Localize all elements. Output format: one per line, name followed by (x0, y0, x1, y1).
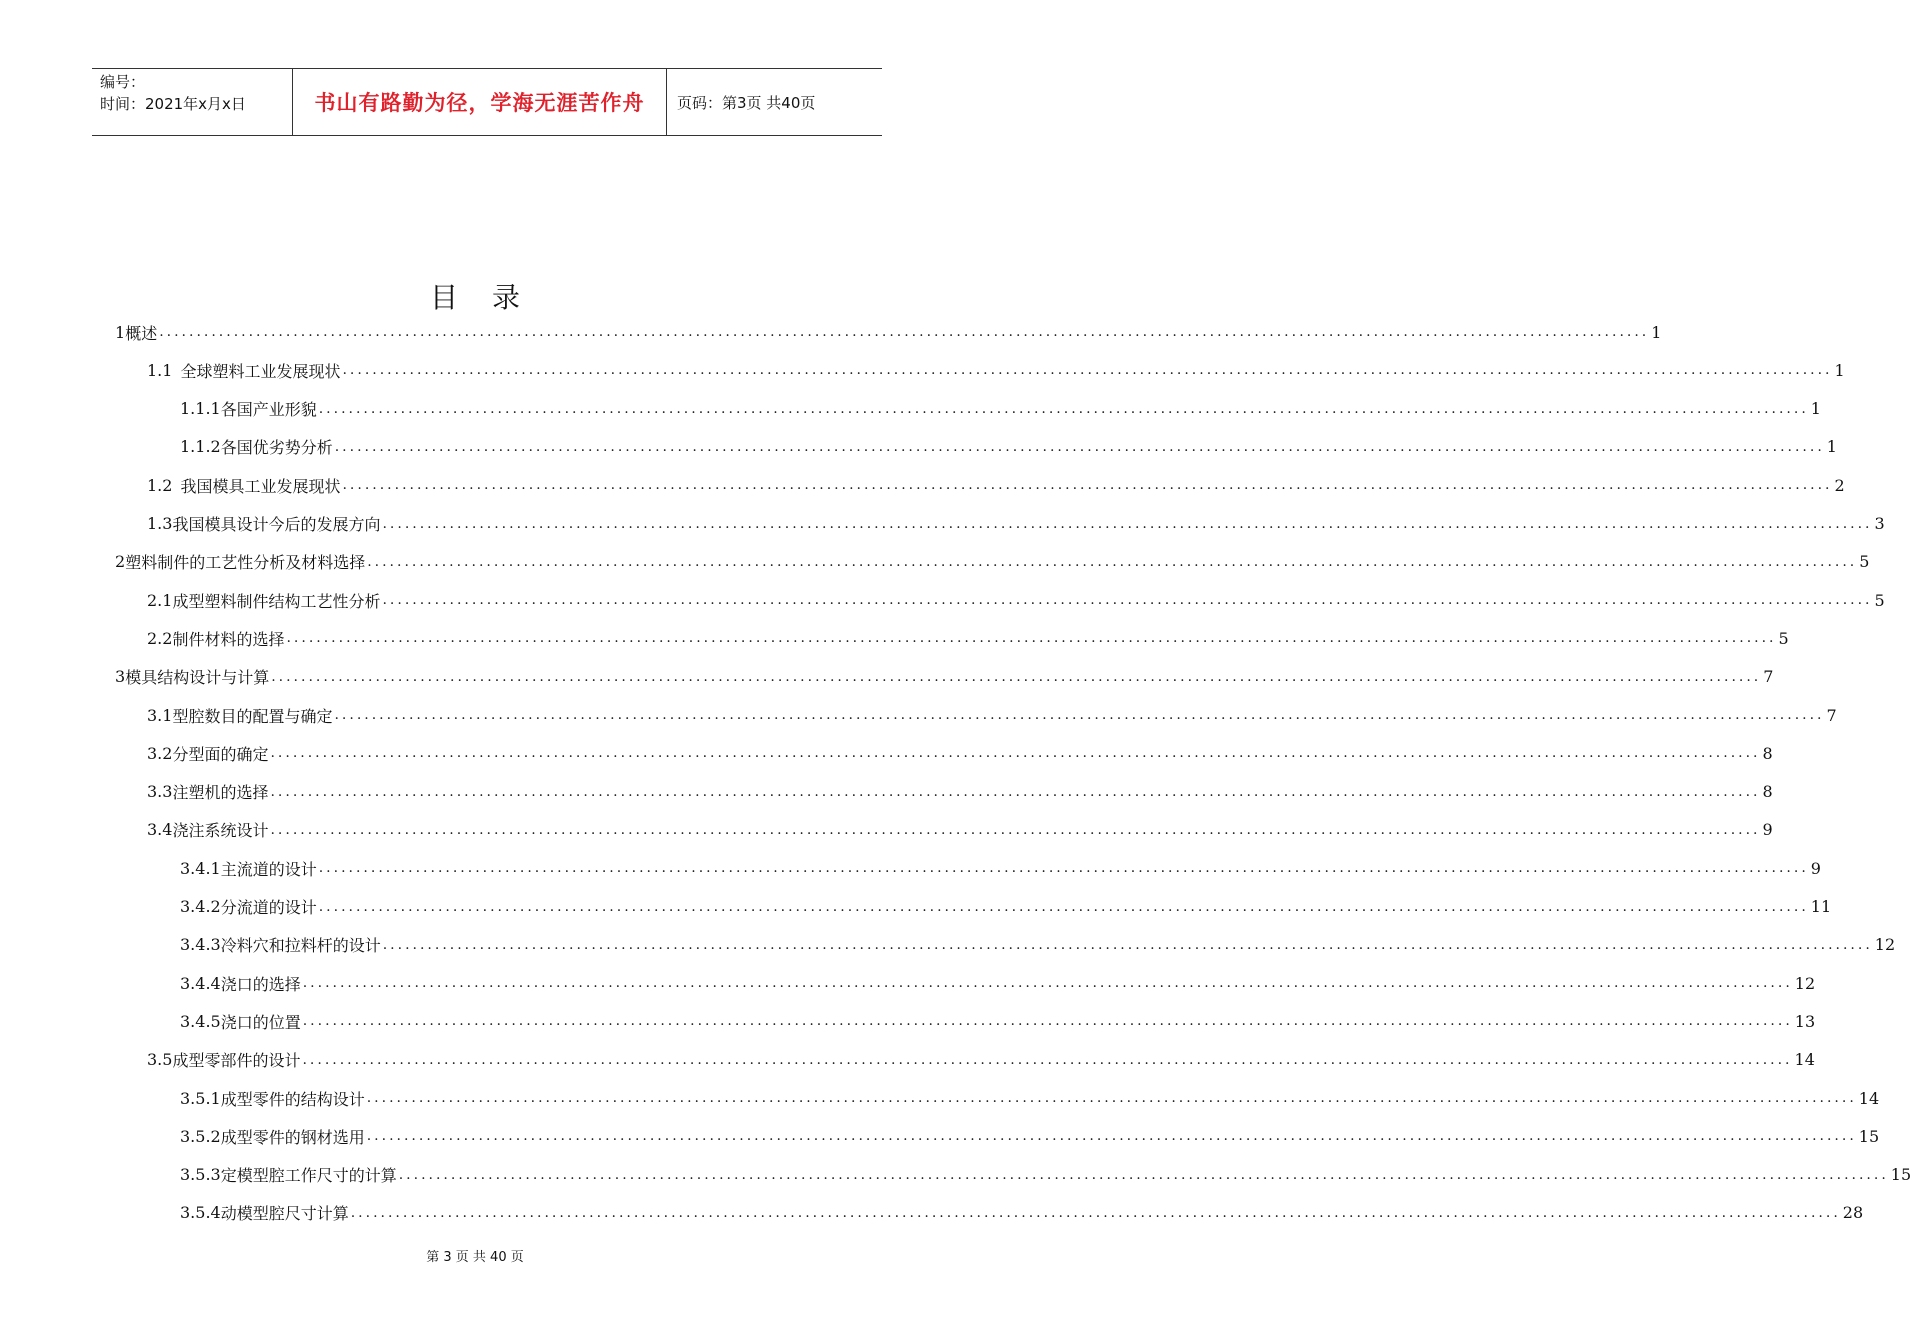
toc-leader-dots: ........................................................................................................................................................................................................ (159, 324, 1650, 340)
header-meta (92, 69, 293, 135)
toc-entry-number: 2.1 (147, 590, 173, 610)
toc-leader-dots: ........................................................................................................................................................................................................ (382, 515, 1873, 532)
toc-entry-label: 制件材料的选择 (172, 629, 285, 649)
toc-entry-number: 1.1 (147, 360, 173, 380)
toc-leader-dots: ........................................................................................................................................................................................................ (350, 1204, 1841, 1221)
toc-leader-dots: ........................................................................................................................................................................................................ (286, 630, 1777, 647)
toc-entry-page: 15 (1858, 1126, 1880, 1146)
toc-entry-number: 1.2 (147, 475, 173, 495)
header-motto: 书山有路勤为径，学海无涯苦作舟 (293, 69, 667, 135)
toc-entry-page: 12 (1794, 973, 1816, 993)
toc-entry[interactable] (115, 313, 1662, 351)
toc-entry-number: 2.2 (147, 628, 173, 648)
toc-entry[interactable] (180, 390, 1821, 428)
toc-entry-label: 浇口的选择 (220, 974, 301, 994)
toc-entry-page: 7 (1826, 705, 1837, 725)
toc-entry-page: 2 (1834, 475, 1845, 495)
toc-leader-dots: ........................................................................................................................................................................................................ (366, 1090, 1857, 1106)
toc-leader-dots: ........................................................................................................................................................................................................ (342, 477, 1833, 494)
toc-entry-label: 成型塑料制件结构工艺性分析 (172, 591, 381, 611)
toc-entry-label: 动模型腔尺寸计算 (220, 1204, 349, 1224)
toc-entry-number: 3.5.2 (180, 1126, 221, 1146)
toc-leader-dots: ........................................................................................................................................................................................................ (270, 821, 1761, 838)
toc-leader-dots: ........................................................................................................................................................................................................ (302, 975, 1793, 992)
toc-leader-dots: ........................................................................................................................................................................................................ (382, 592, 1873, 609)
header-time-label: 时间：2021年x月x日 (100, 95, 246, 113)
toc-entry-page: 15 (1890, 1165, 1911, 1185)
toc-entry-label: 主流道的设计 (220, 859, 317, 879)
toc-entry[interactable] (147, 811, 1773, 849)
page-footer: 第 3 页 共 40 页 (426, 1250, 524, 1265)
toc-entry-number: 3.4.2 (180, 897, 221, 916)
toc-entry-label: 浇口的位置 (220, 1012, 301, 1032)
toc-leader-dots: ........................................................................................................................................................................................................ (318, 898, 1809, 915)
toc-leader-dots: ........................................................................................................................................................................................................ (382, 936, 1873, 953)
toc-entry[interactable] (180, 1117, 1880, 1155)
toc-entry-number: 3.3 (147, 782, 173, 802)
toc-entry-label: 定模型腔工作尺寸的计算 (220, 1166, 397, 1186)
toc-entry[interactable] (180, 1156, 1911, 1194)
toc-entry-label: 全球塑料工业发展现状 (180, 361, 341, 381)
toc-entry-page: 28 (1842, 1203, 1864, 1223)
toc-entry[interactable] (180, 888, 1832, 926)
toc-entry-label: 成型零件的结构设计 (220, 1089, 365, 1109)
toc-entry-page: 1 (1651, 322, 1662, 342)
toc-entry-page: 1 (1834, 360, 1845, 380)
toc-entry[interactable] (147, 734, 1773, 772)
toc-entry[interactable] (147, 619, 1789, 657)
toc-entry[interactable] (180, 1194, 1864, 1232)
toc-entry-page: 13 (1794, 1011, 1816, 1031)
toc-entry-label: 塑料制件的工艺性分析及材料选择 (125, 553, 366, 573)
toc-entry-number: 1.1.1 (180, 399, 221, 419)
toc-entry-number: 1.3 (147, 514, 173, 533)
toc-entry-number: 3 (115, 667, 126, 687)
toc-leader-dots: ........................................................................................................................................................................................................ (318, 860, 1809, 877)
toc-entry-label: 模具结构设计与计算 (125, 668, 270, 688)
toc-entry-page: 11 (1810, 897, 1832, 916)
toc-entry-number: 3.1 (147, 705, 173, 725)
toc-entry[interactable] (147, 351, 1845, 389)
toc-entry[interactable] (115, 543, 1870, 581)
toc-entry-label: 各国优劣势分析 (220, 438, 333, 458)
toc-entry-number: 3.5.1 (180, 1088, 221, 1108)
toc-leader-dots: ........................................................................................................................................................................................................ (302, 1051, 1793, 1068)
toc-entry-page: 8 (1762, 782, 1773, 802)
toc-entry-page: 7 (1763, 667, 1774, 687)
toc-entry[interactable] (180, 849, 1821, 887)
toc-entry-label: 成型零件的钢材选用 (220, 1127, 365, 1147)
toc-entry-page: 3 (1874, 514, 1885, 533)
toc-entry-label: 我国模具设计今后的发展方向 (172, 515, 381, 534)
toc-entry-number: 3.2 (147, 743, 173, 763)
toc-entry-number: 3.4.1 (180, 858, 221, 878)
toc-entry[interactable] (147, 581, 1885, 619)
toc-leader-dots: ........................................................................................................................................................................................................ (398, 1166, 1889, 1183)
toc-entry-page: 12 (1874, 935, 1896, 955)
toc-entry-page: 8 (1762, 743, 1773, 763)
toc-entry-number: 1.1.2 (180, 437, 221, 457)
toc-entry-page: 1 (1810, 399, 1821, 419)
toc-entry-number: 3.4.3 (180, 935, 221, 955)
toc-entry-label: 注塑机的选择 (172, 783, 269, 803)
toc-entry-page: 1 (1826, 437, 1837, 457)
toc-leader-dots: ........................................................................................................................................................................................................ (271, 668, 1762, 685)
toc-entry[interactable] (180, 964, 1816, 1002)
toc-entry-label: 成型零部件的设计 (172, 1051, 301, 1071)
toc-entry-page: 14 (1794, 1050, 1815, 1070)
toc-entry-label: 分流道的设计 (220, 898, 317, 917)
toc-leader-dots: ........................................................................................................................................................................................................ (366, 1128, 1857, 1145)
toc-entry-number: 3.5.4 (180, 1203, 221, 1223)
toc-entry[interactable] (180, 1079, 1880, 1117)
toc-leader-dots: ........................................................................................................................................................................................................ (367, 553, 1858, 570)
toc-entry-label: 冷料穴和拉料杆的设计 (220, 936, 381, 956)
toc-entry[interactable] (147, 466, 1845, 504)
page-header (92, 68, 882, 136)
toc-leader-dots: ........................................................................................................................................................................................................ (342, 362, 1833, 379)
toc-entry[interactable] (180, 926, 1896, 964)
toc-entry-label: 型腔数目的配置与确定 (172, 706, 333, 726)
toc-entry[interactable] (147, 773, 1773, 811)
toc-leader-dots: ........................................................................................................................................................................................................ (302, 1013, 1793, 1030)
toc-leader-dots: ........................................................................................................................................................................................................ (334, 707, 1825, 723)
header-number-label: 编号： (100, 73, 146, 91)
header-page-label: 页码：第3页 共40页 (677, 93, 816, 112)
toc-entry-label: 我国模具工业发展现状 (180, 476, 341, 496)
toc-title: 目录 (429, 281, 554, 314)
toc-entry[interactable] (147, 505, 1885, 543)
toc-entry[interactable] (115, 658, 1774, 696)
toc-leader-dots: ........................................................................................................................................................................................................ (270, 783, 1761, 800)
toc-entry-number: 3.4 (147, 820, 173, 840)
toc-entry-number: 3.5.3 (180, 1165, 221, 1185)
toc-entry-number: 1 (115, 322, 126, 342)
toc-entry-label: 各国产业形貌 (220, 400, 317, 420)
toc-entry-label: 浇注系统设计 (172, 821, 269, 841)
toc-entry-page: 5 (1859, 552, 1870, 572)
toc-entry[interactable] (147, 1041, 1815, 1079)
toc-leader-dots: ........................................................................................................................................................................................................ (270, 745, 1761, 762)
toc-entry-number: 3.4.4 (180, 973, 221, 993)
toc-entry-page: 5 (1874, 590, 1885, 610)
toc-entry-label: 分型面的确定 (172, 744, 269, 764)
toc-entry-number: 3.5 (147, 1050, 173, 1070)
toc-entry-page: 14 (1858, 1088, 1880, 1108)
toc-entry[interactable] (180, 428, 1837, 466)
toc-leader-dots: ........................................................................................................................................................................................................ (318, 400, 1809, 417)
toc-entry-number: 3.4.5 (180, 1011, 221, 1031)
toc-leader-dots: ........................................................................................................................................................................................................ (334, 438, 1825, 455)
toc-entry-page: 5 (1778, 628, 1789, 648)
toc-entry-page: 9 (1762, 820, 1773, 840)
toc-entry[interactable] (147, 696, 1837, 734)
toc-entry-number: 2 (115, 552, 126, 572)
toc-entry[interactable] (180, 1002, 1816, 1040)
toc-entry-label: 概述 (125, 323, 158, 343)
toc-entry-page: 9 (1810, 858, 1821, 878)
